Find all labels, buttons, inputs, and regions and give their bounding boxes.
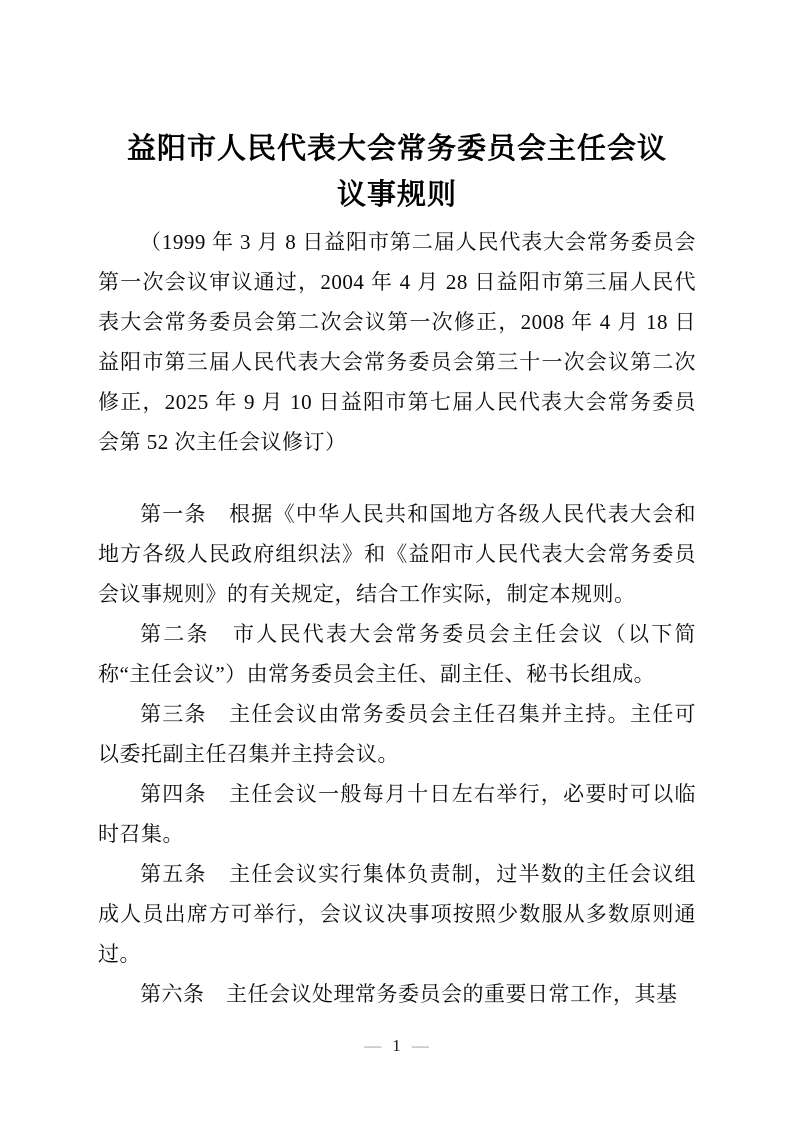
article-2: 第二条 市人民代表大会常务委员会主任会议（以下简称“主任会议”）由常务委员会主任、副主任、秘书长组成。	[98, 622, 696, 686]
revision-history-preamble: （1999 年 3 月 8 日益阳市第二届人民代表大会常务委员会第一次会议审议通过，2004 年 4 月 28 日益阳市第三届人民代表大会常务委员会第二次会议第一次修正，2008 年 4 月 18 日益阳市第三届人民代表大会常务委员会第三十一次会议第二次修正，2025 年 9 月 10 日益阳市第七届人民代表大会常务委员会第 52 次主任会议修订）	[98, 230, 696, 454]
article-4: 第四条 主任会议一般每月十日左右举行，必要时可以临时召集。	[98, 782, 696, 846]
article-1: 第一条 根据《中华人民共和国地方各级人民代表大会和地方各级人民政府组织法》和《益阳市人民代表大会常务委员会议事规则》的有关规定，结合工作实际，制定本规则。	[98, 502, 696, 606]
document-title	[98, 126, 696, 218]
title-line-2: 议事规则	[336, 179, 457, 211]
page-footer	[0, 1035, 793, 1057]
footer-right-dash: —	[411, 1036, 429, 1055]
title-line-1: 益阳市人民代表大会常务委员会主任会议	[126, 133, 667, 165]
article-5: 第五条 主任会议实行集体负责制，过半数的主任会议组成人员出席方可举行，会议议决事项按照少数服从多数原则通过。	[98, 862, 696, 966]
document-body	[98, 494, 696, 1014]
article-3: 第三条 主任会议由常务委员会主任召集并主持。主任可以委托副主任召集并主持会议。	[98, 702, 696, 766]
article-6-truncated: 第六条 主任会议处理常务委员会的重要日常工作，其基	[140, 982, 678, 1006]
page-number: 1	[392, 1036, 401, 1055]
footer-left-dash: —	[364, 1036, 382, 1055]
